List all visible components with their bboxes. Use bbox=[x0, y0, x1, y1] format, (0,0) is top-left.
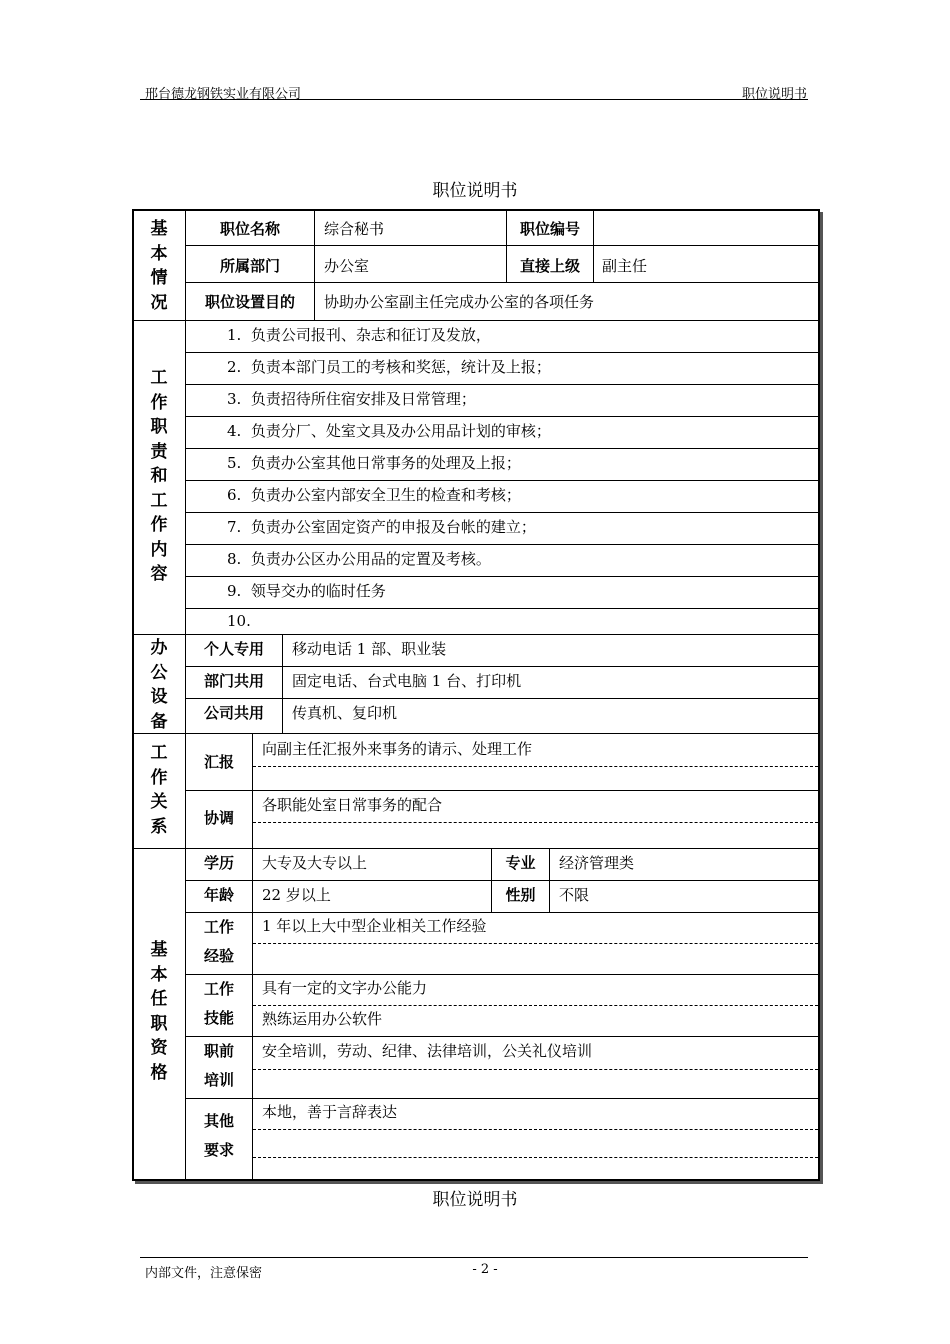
personal-equipment-label: 个人专用 bbox=[203, 640, 264, 658]
position-name-value: 综合秘书 bbox=[324, 220, 385, 238]
dept-equipment-value: 固定电话、台式电脑 1 台、打印机 bbox=[292, 672, 522, 690]
duty-item: 2. 负责本部门员工的考核和奖惩，统计及上报； bbox=[227, 358, 551, 376]
superior-label: 直接上级 bbox=[519, 257, 580, 275]
purpose-label: 职位设置目的 bbox=[204, 293, 295, 311]
dept-value: 办公室 bbox=[324, 257, 370, 275]
other-label: 其他 bbox=[203, 1112, 234, 1130]
skill-label: 技能 bbox=[203, 1009, 234, 1027]
header-rule bbox=[140, 99, 808, 100]
superior-value: 副主任 bbox=[602, 257, 648, 275]
skill-value: 具有一定的文字办公能力 bbox=[262, 979, 428, 997]
gender-label: 性别 bbox=[505, 886, 536, 904]
position-name-label: 职位名称 bbox=[219, 220, 280, 238]
age-value: 22 岁以上 bbox=[262, 886, 331, 904]
duty-item: 7. 负责办公室固定资产的申报及台帐的建立； bbox=[227, 518, 536, 536]
other-label: 要求 bbox=[203, 1141, 234, 1159]
major-label: 专业 bbox=[505, 854, 536, 872]
header-company: 邢台德龙钢铁实业有限公司 bbox=[145, 87, 302, 102]
purpose-value: 协助办公室副主任完成办公室的各项任务 bbox=[324, 293, 595, 311]
training-value: 安全培训，劳动、纪律、法律培训，公关礼仪培训 bbox=[262, 1042, 593, 1060]
section-relations: 工作关系 bbox=[150, 743, 168, 837]
skill-label: 工作 bbox=[203, 980, 234, 998]
age-label: 年龄 bbox=[203, 886, 234, 904]
personal-equipment-value: 移动电话 1 部、职业装 bbox=[292, 640, 447, 658]
page-number: - 2 - bbox=[472, 1262, 498, 1277]
section-duties: 工作职责和工作内容 bbox=[150, 368, 168, 584]
training-label: 培训 bbox=[203, 1071, 234, 1089]
experience-label: 经验 bbox=[203, 947, 234, 965]
duty-item: 6. 负责办公室内部安全卫生的检查和考核； bbox=[227, 486, 521, 504]
experience-label: 工作 bbox=[203, 918, 234, 936]
education-value: 大专及大专以上 bbox=[262, 854, 368, 872]
bottom-title: 职位说明书 bbox=[432, 1190, 518, 1210]
duty-item: 10. bbox=[227, 612, 251, 630]
footer-note: 内部文件，注意保密 bbox=[145, 1266, 263, 1281]
report-value: 向副主任汇报外来事务的请示、处理工作 bbox=[262, 740, 533, 758]
other-value: 本地，善于言辞表达 bbox=[262, 1103, 398, 1121]
education-label: 学历 bbox=[203, 854, 234, 872]
dept-label: 所属部门 bbox=[219, 257, 280, 275]
duty-item: 8. 负责办公区办公用品的定置及考核。 bbox=[227, 550, 491, 568]
position-table bbox=[132, 209, 820, 1181]
section-basic-info: 基本情况 bbox=[150, 219, 168, 313]
duty-item: 1. 负责公司报刊、杂志和征订及发放， bbox=[227, 326, 491, 344]
duty-item: 3. 负责招待所住宿安排及日常管理； bbox=[227, 390, 476, 408]
section-qualifications: 基本任职资格 bbox=[150, 940, 168, 1083]
dept-equipment-label: 部门共用 bbox=[203, 672, 264, 690]
major-value: 经济管理类 bbox=[559, 854, 635, 872]
coord-value: 各职能处室日常事务的配合 bbox=[262, 796, 443, 814]
position-no-label: 职位编号 bbox=[519, 220, 580, 238]
coord-label: 协调 bbox=[203, 809, 234, 827]
duty-item: 5. 负责办公室其他日常事务的处理及上报； bbox=[227, 454, 521, 472]
skill-value: 熟练运用办公软件 bbox=[262, 1010, 383, 1028]
page-title: 职位说明书 bbox=[432, 181, 518, 201]
section-equipment: 办公设备 bbox=[150, 638, 168, 732]
footer-rule bbox=[140, 1257, 808, 1258]
experience-value: 1 年以上大中型企业相关工作经验 bbox=[262, 917, 487, 935]
company-equipment-value: 传真机、复印机 bbox=[292, 704, 398, 722]
header-doc-type: 职位说明书 bbox=[741, 87, 807, 102]
duty-item: 4. 负责分厂、处室文具及办公用品计划的审核； bbox=[227, 422, 551, 440]
company-equipment-label: 公司共用 bbox=[203, 704, 264, 722]
duty-item: 9. 领导交办的临时任务 bbox=[227, 582, 386, 600]
gender-value: 不限 bbox=[559, 886, 590, 904]
report-label: 汇报 bbox=[203, 753, 234, 771]
training-label: 职前 bbox=[203, 1042, 234, 1060]
